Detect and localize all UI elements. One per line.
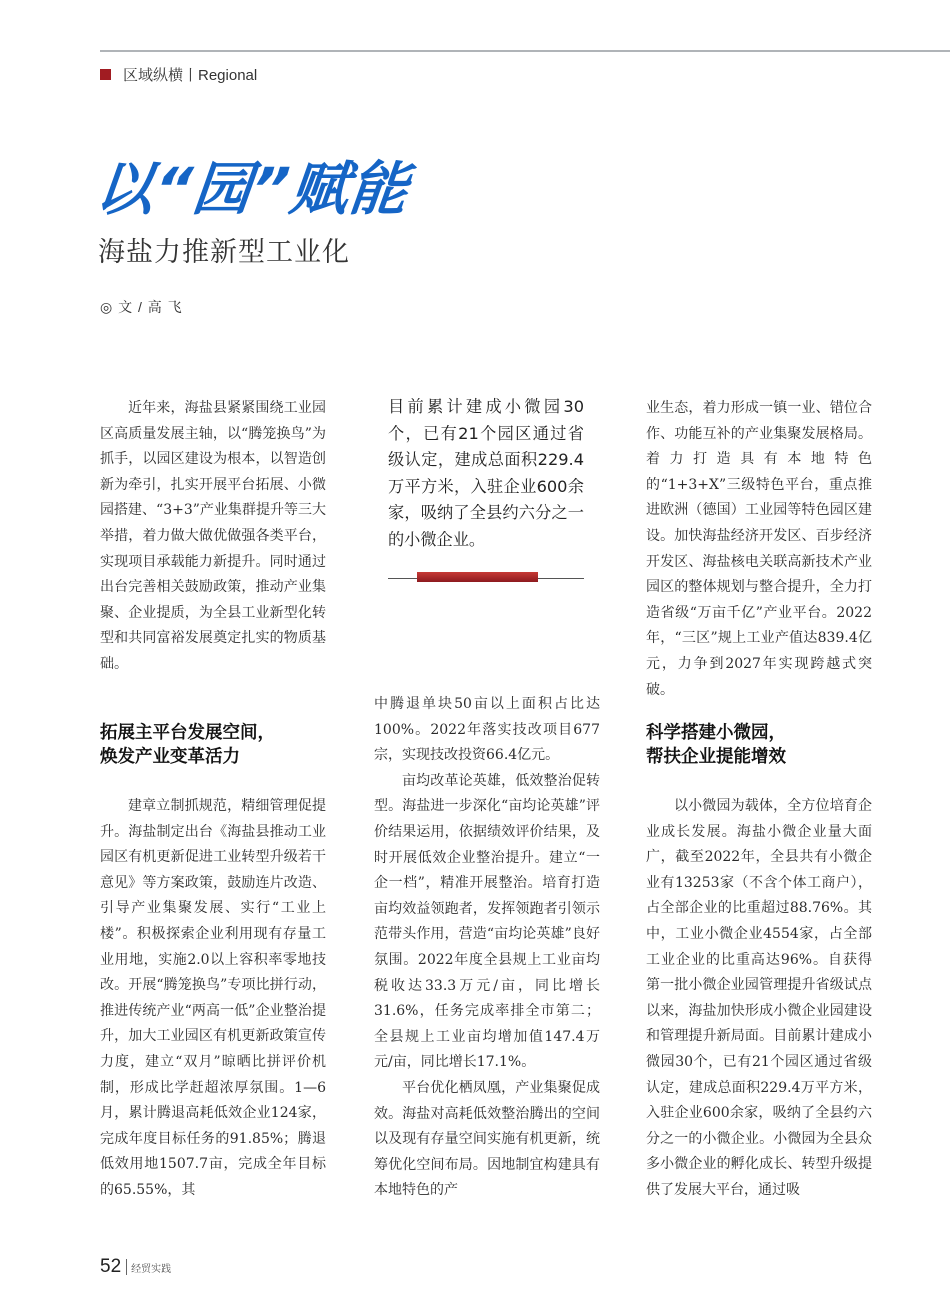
col1-intro bbox=[100, 396, 326, 678]
section-heading-1 bbox=[100, 721, 340, 769]
body-paragraph: 中腾退单块50亩以上面积占比达100%。2022年落实技改项目677宗，实现技改投资66.4亿元。 bbox=[374, 696, 600, 764]
header-rule bbox=[100, 50, 950, 52]
col1-body bbox=[100, 794, 326, 1204]
pull-quote-bar bbox=[417, 572, 538, 582]
article-title: 以“园”赋能 bbox=[91, 155, 412, 223]
heading-1-line-1: 拓展主平台发展空间， bbox=[100, 723, 275, 743]
section-tag bbox=[100, 64, 257, 85]
heading-2-line-1: 科学搭建小微园， bbox=[646, 723, 786, 743]
heading-1-line-2: 焕发产业变革活力 bbox=[100, 747, 240, 767]
footer-divider bbox=[126, 1259, 127, 1275]
section-square-icon bbox=[100, 69, 111, 80]
body-paragraph: 业生态，着力形成一镇一业、错位合作、功能互补的产业集聚发展格局。着力打造具有本地特色的“1+3+X”三级特色平台，重点推进欧洲（德国）工业园等特色园区建设。加快海盐经济开发区、百步经济开发区、海盐核电关联高新技术产业园区的整体规划与整合提升，全力打造省级“万亩千亿”产业平台。2022年，“三区”规上工业产值达839.4亿元，力争到2027年实现跨越式突破。 bbox=[646, 400, 872, 698]
section-heading-2 bbox=[646, 721, 886, 769]
body-paragraph: 以小微园为载体，全方位培育企业成长发展。海盐小微企业量大面广，截至2022年，全县共有小微企业有13253家（不含个体工商户），占全部企业的比重超过88.76%。其中，工业小微企业4554家，占全部工业企业的比重高达96%。自获得第一批小微企业园管理提升省级试点以来，海盐加快形成小微企业园建设和管理提升新局面。目前累计建成小微园30个，已有21个园区通过省级认定，建成总面积229.4万平方米，入驻企业600余家，吸纳了全县约六分之一的小微企业。小微园为全县众多小微企业的孵化成长、转型升级提供了发展大平台，通过吸 bbox=[646, 798, 872, 1198]
col3-top bbox=[646, 396, 872, 703]
body-paragraph: 亩均改革论英雄，低效整治促转型。海盐进一步深化“亩均论英雄”评价结果运用，依据绩效评价结果，及时开展低效企业整治提升。建立“一企一档”，精准开展整治。培育打造亩均效益领跑者，发挥领跑者引领示范带头作用，营造“亩均论英雄”良好氛围。2022年度全县规上工业亩均税收达33.3万元/亩，同比增长31.6%，任务完成率排全市第二；全县规上工业亩均增加值147.4万元/亩，同比增长17.1%。 bbox=[374, 772, 600, 1071]
byline: ◎ 文 / 高 飞 bbox=[100, 299, 183, 315]
heading-2-line-2: 帮扶企业提能增效 bbox=[646, 747, 786, 767]
page-footer bbox=[100, 1256, 171, 1278]
body-paragraph: 建章立制抓规范，精细管理促提升。海盐制定出台《海盐县推动工业园区有机更新促进工业转型升级若干意见》等方案政策，鼓励连片改造、引导产业集聚发展、实行“工业上楼”。积极探索企业利用现有存量工业用地，实施2.0以上容积率零地技改。开展“腾笼换鸟”专项比拼行动，推进传统产业“两高一低”企业整治提升，加大工业园区有机更新政策宣传力度，建立“双月”晾晒比拼评价机制，形成比学赶超浓厚氛围。1—6月，累计腾退高耗低效企业124家，完成年度目标任务的91.85%；腾退低效用地1507.7亩，完成全年目标的65.55%，其 bbox=[100, 798, 326, 1198]
page-number: 52 bbox=[100, 1256, 122, 1277]
intro-paragraph: 近年来，海盐县紧紧围绕工业园区高质量发展主轴，以“腾笼换鸟”为抓手，以园区建设为根本，以智造创新为牵引，扎实开展平台拓展、小微园搭建、“3+3”产业集群提升等三大举措，着力做大做优做强各类平台，实现项目承载能力新提升。同时通过出台完善相关鼓励政策，推动产业集聚、企业提质，为全县工业新型化转型和共同富裕发展奠定扎实的物质基础。 bbox=[100, 400, 326, 672]
section-label: 区域纵横丨Regional bbox=[123, 67, 258, 84]
body-paragraph: 平台优化栖凤凰，产业集聚促成效。海盐对高耗低效整治腾出的空间以及现有存量空间实施有机更新，统筹优化空间布局。因地制宜构建具有本地特色的产 bbox=[374, 1079, 600, 1199]
col2-body bbox=[374, 692, 600, 1204]
magazine-name: 经贸实践 bbox=[131, 1263, 172, 1275]
pull-quote: 目前累计建成小微园30个，已有21个园区通过省级认定，建成总面积229.4万平方米，入驻企业600余家，吸纳了全县约六分之一的小微企业。 bbox=[388, 397, 584, 549]
col3-body bbox=[646, 794, 872, 1204]
article-subtitle: 海盐力推新型工业化 bbox=[98, 237, 350, 267]
